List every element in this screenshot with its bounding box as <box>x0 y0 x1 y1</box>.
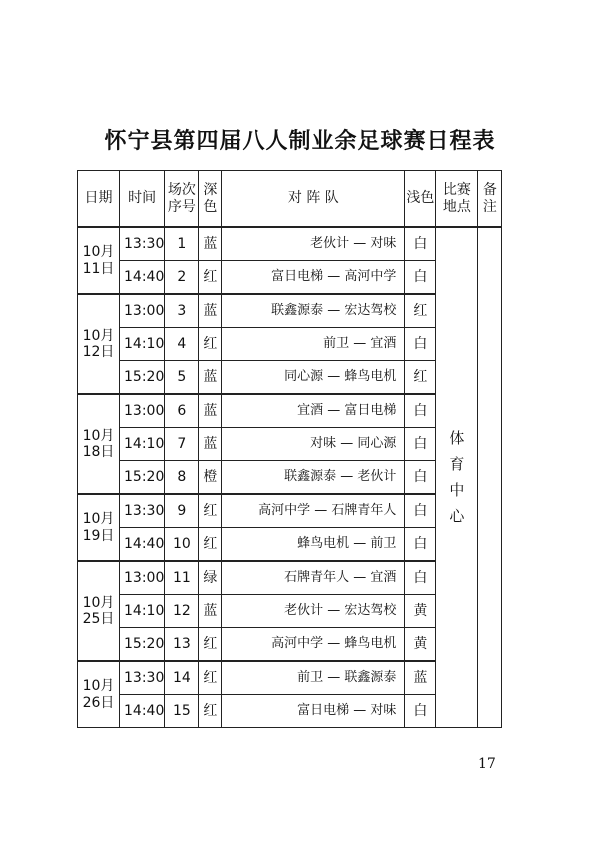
light-color-cell: 白 <box>405 227 436 261</box>
matchup-cell: 前卫 — 宜酒 <box>222 328 405 361</box>
date-cell <box>78 494 120 561</box>
match-no-cell: 6 <box>165 394 199 428</box>
dark-color-cell: 绿 <box>199 561 222 595</box>
light-color-cell: 蓝 <box>405 661 436 695</box>
date-cell <box>78 661 120 728</box>
date-cell <box>78 561 120 661</box>
light-color-cell: 黄 <box>405 628 436 662</box>
time-cell: 13:30 <box>120 227 165 261</box>
date-line: 11日 <box>82 260 115 277</box>
page-number: 17 <box>478 756 496 772</box>
matchup-cell: 石牌青年人 — 宜酒 <box>222 561 405 595</box>
light-color-cell: 黄 <box>405 595 436 628</box>
match-no-cell: 3 <box>165 294 199 328</box>
header-row <box>78 171 502 228</box>
match-no-cell: 4 <box>165 328 199 361</box>
venue-char: 体 <box>449 428 465 447</box>
light-color-cell: 白 <box>405 261 436 295</box>
schedule-body <box>78 227 502 728</box>
light-color-cell: 白 <box>405 561 436 595</box>
header-dark: 深色 <box>199 171 222 228</box>
match-no-cell: 11 <box>165 561 199 595</box>
header-date: 日期 <box>78 171 120 228</box>
time-cell: 14:40 <box>120 528 165 562</box>
schedule-table <box>77 170 502 728</box>
match-no-cell: 12 <box>165 595 199 628</box>
dark-color-cell: 蓝 <box>199 394 222 428</box>
table-row <box>78 227 502 261</box>
date-line: 10月 <box>82 327 115 344</box>
time-cell: 14:10 <box>120 428 165 461</box>
match-no-cell: 14 <box>165 661 199 695</box>
date-line: 10月 <box>82 244 115 261</box>
date-cell <box>78 227 120 294</box>
header-note: 备注 <box>478 171 502 228</box>
date-line: 10月 <box>82 678 115 695</box>
date-line: 26日 <box>82 694 115 711</box>
match-no-cell: 9 <box>165 494 199 528</box>
matchup-cell: 富日电梯 — 高河中学 <box>222 261 405 295</box>
light-color-cell: 白 <box>405 394 436 428</box>
dark-color-cell: 蓝 <box>199 361 222 395</box>
time-cell: 13:00 <box>120 394 165 428</box>
dark-color-cell: 蓝 <box>199 227 222 261</box>
light-color-cell: 白 <box>405 695 436 728</box>
time-cell: 14:40 <box>120 261 165 295</box>
match-no-cell: 15 <box>165 695 199 728</box>
time-cell: 14:10 <box>120 595 165 628</box>
dark-color-cell: 红 <box>199 661 222 695</box>
time-cell: 13:00 <box>120 294 165 328</box>
dark-color-cell: 红 <box>199 528 222 562</box>
time-cell: 15:20 <box>120 361 165 395</box>
date-line: 12日 <box>82 344 115 360</box>
matchup-cell: 同心源 — 蜂鸟电机 <box>222 361 405 395</box>
dark-color-cell: 红 <box>199 494 222 528</box>
match-no-cell: 1 <box>165 227 199 261</box>
match-no-cell: 8 <box>165 461 199 495</box>
matchup-cell: 联鑫源泰 — 宏达驾校 <box>222 294 405 328</box>
match-no-cell: 7 <box>165 428 199 461</box>
note-cell <box>478 227 502 728</box>
dark-color-cell: 蓝 <box>199 595 222 628</box>
dark-color-cell: 红 <box>199 328 222 361</box>
time-cell: 15:20 <box>120 461 165 495</box>
venue-char: 中 <box>449 481 465 499</box>
dark-color-cell: 红 <box>199 695 222 728</box>
date-line: 10月 <box>82 511 115 528</box>
time-cell: 15:20 <box>120 628 165 662</box>
matchup-cell: 前卫 — 联鑫源泰 <box>222 661 405 695</box>
matchup-cell: 宜酒 — 富日电梯 <box>222 394 405 428</box>
time-cell: 14:10 <box>120 328 165 361</box>
date-line: 25日 <box>82 611 115 627</box>
venue-char: 心 <box>449 507 465 526</box>
date-line: 19日 <box>82 527 115 544</box>
header-match-no: 场次序号 <box>165 171 199 228</box>
match-no-cell: 13 <box>165 628 199 662</box>
matchup-cell: 老伙计 — 对味 <box>222 227 405 261</box>
date-line: 18日 <box>82 444 115 460</box>
matchup-cell: 联鑫源泰 — 老伙计 <box>222 461 405 495</box>
dark-color-cell: 橙 <box>199 461 222 495</box>
time-cell: 14:40 <box>120 695 165 728</box>
date-line: 10月 <box>82 594 115 611</box>
date-cell <box>78 394 120 494</box>
light-color-cell: 红 <box>405 361 436 395</box>
light-color-cell: 白 <box>405 328 436 361</box>
date-cell <box>78 294 120 394</box>
match-no-cell: 10 <box>165 528 199 562</box>
matchup-cell: 富日电梯 — 对味 <box>222 695 405 728</box>
matchup-cell: 高河中学 — 蜂鸟电机 <box>222 628 405 662</box>
header-light: 浅色 <box>405 171 436 228</box>
light-color-cell: 红 <box>405 294 436 328</box>
dark-color-cell: 红 <box>199 261 222 295</box>
header-venue: 比赛地点 <box>436 171 478 228</box>
match-no-cell: 5 <box>165 361 199 395</box>
matchup-cell: 对味 — 同心源 <box>222 428 405 461</box>
time-cell: 13:00 <box>120 561 165 595</box>
dark-color-cell: 蓝 <box>199 428 222 461</box>
date-line: 10月 <box>82 427 115 444</box>
matchup-cell: 高河中学 — 石牌青年人 <box>222 494 405 528</box>
matchup-cell: 蜂鸟电机 — 前卫 <box>222 528 405 562</box>
venue-cell <box>436 227 478 728</box>
header-time: 时间 <box>120 171 165 228</box>
light-color-cell: 白 <box>405 428 436 461</box>
dark-color-cell: 红 <box>199 628 222 662</box>
light-color-cell: 白 <box>405 494 436 528</box>
page-title: 怀宁县第四届八人制业余足球赛日程表 <box>104 128 496 154</box>
match-no-cell: 2 <box>165 261 199 295</box>
time-cell: 13:30 <box>120 661 165 695</box>
light-color-cell: 白 <box>405 528 436 562</box>
dark-color-cell: 蓝 <box>199 294 222 328</box>
venue-char: 育 <box>449 454 465 473</box>
light-color-cell: 白 <box>405 461 436 495</box>
matchup-cell: 老伙计 — 宏达驾校 <box>222 595 405 628</box>
time-cell: 13:30 <box>120 494 165 528</box>
header-teams: 对 阵 队 <box>222 171 405 228</box>
